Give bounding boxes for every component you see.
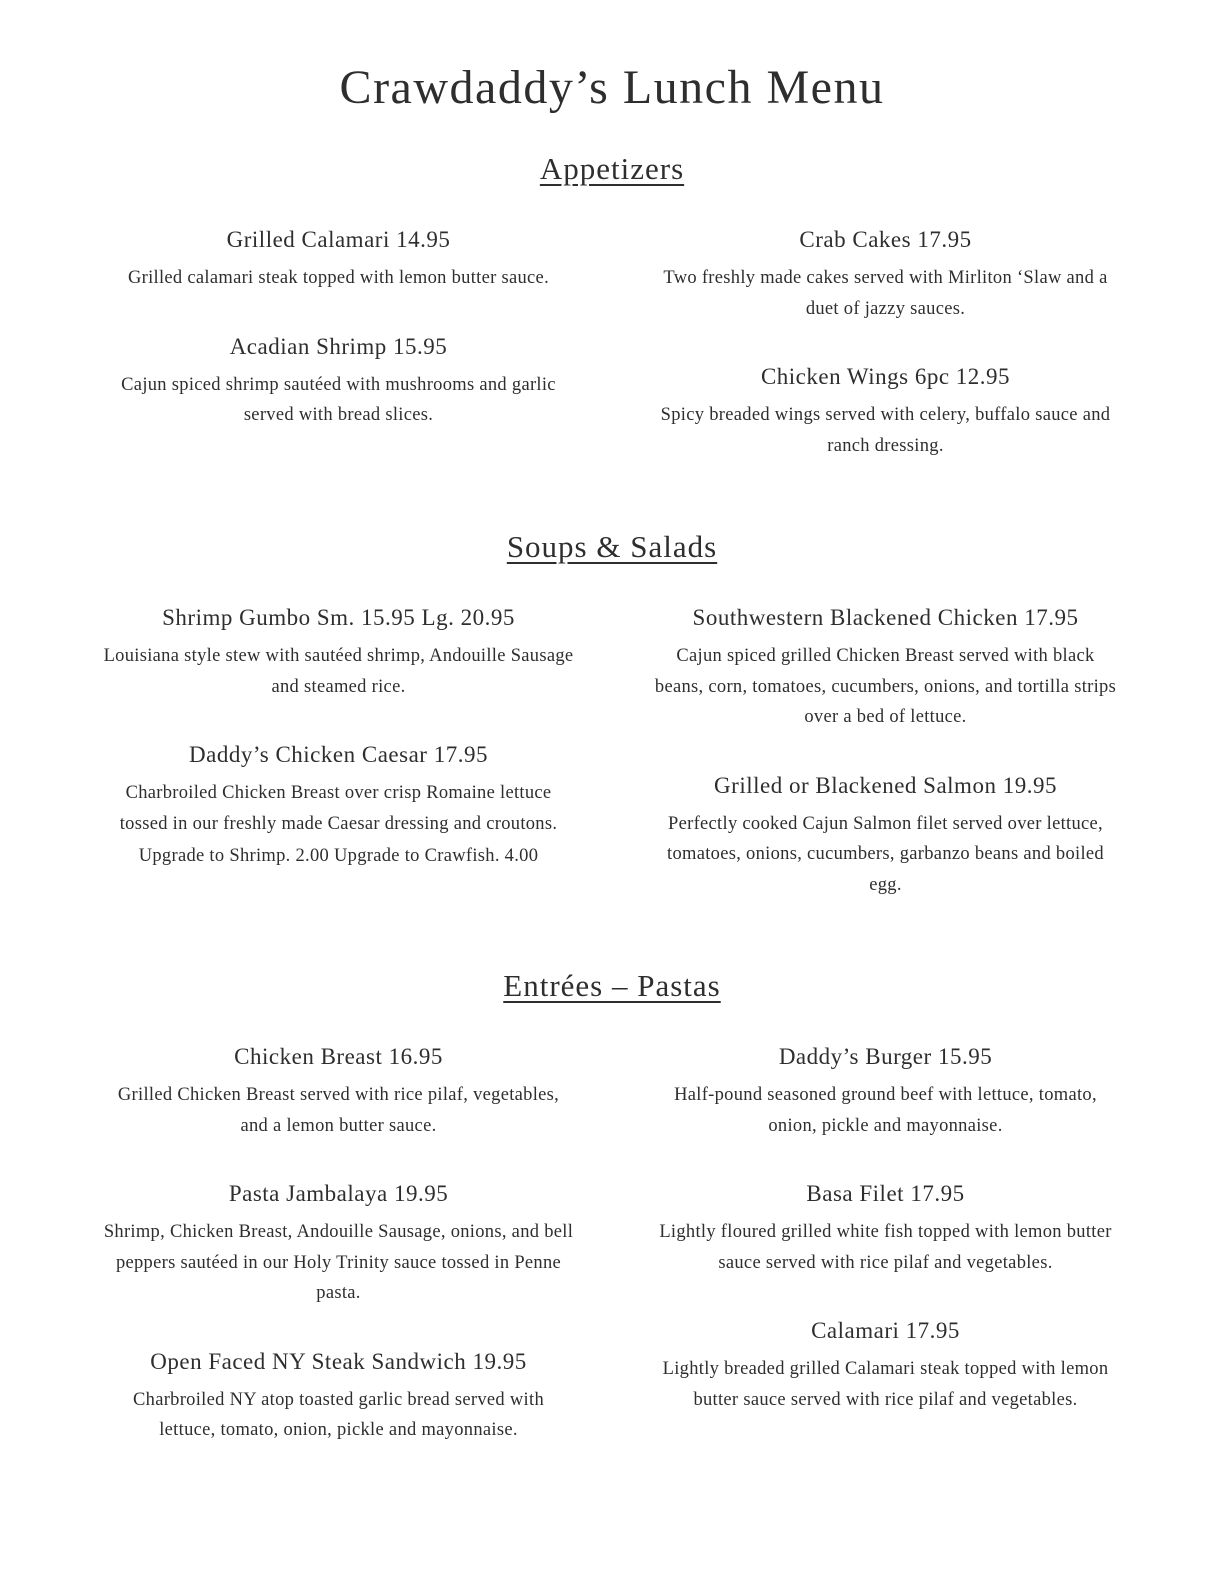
section-heading-text: Entrées – Pastas bbox=[503, 968, 721, 1004]
section-heading-text: Soups & Salads bbox=[506, 529, 718, 565]
menu-item-open-faced-ny-steak-sandwich bbox=[104, 1349, 574, 1446]
menu-item-chicken-wings bbox=[651, 364, 1121, 461]
item-description: Shrimp, Chicken Breast, Andouille Sausage, onions, and bell peppers sautéed in our Holy Trinity sauce tossed in Penne pasta. bbox=[103, 1222, 574, 1304]
item-name: Grilled or Blackened Salmon bbox=[714, 772, 997, 798]
item-title bbox=[104, 227, 574, 253]
item-price: 12.95 bbox=[955, 364, 1011, 390]
menu-item-chicken-breast bbox=[104, 1044, 574, 1141]
item-name: Grilled Calamari bbox=[226, 227, 390, 252]
section-soups-salads bbox=[100, 529, 1124, 940]
item-name: Chicken Breast bbox=[234, 1044, 383, 1070]
item-name: Basa Filet bbox=[806, 1181, 905, 1207]
item-title bbox=[651, 605, 1121, 631]
item-price: 15.95 bbox=[393, 333, 448, 359]
item-description: Grilled calamari steak topped with lemon butter sauce. bbox=[127, 268, 549, 288]
menu-item-grilled-blackened-salmon bbox=[651, 773, 1121, 901]
entrees-pastas-left-column bbox=[100, 1044, 577, 1486]
section-heading-appetizers bbox=[100, 151, 1124, 187]
item-price: 17.95 bbox=[433, 742, 488, 768]
item-price: 14.95 bbox=[396, 227, 451, 252]
soups-salads-right-column bbox=[647, 605, 1124, 940]
item-price: 19.95 bbox=[393, 1181, 449, 1207]
section-heading-text: Appetizers bbox=[539, 151, 685, 186]
menu-item-daddys-chicken-caesar bbox=[104, 742, 574, 872]
item-description: Lightly breaded grilled Calamari steak topped with lemon butter sauce served with rice pilaf and vegetables. bbox=[662, 1359, 1109, 1410]
item-description: Louisiana style stew with sautéed shrimp, Andouille Sausage and steamed rice. bbox=[103, 646, 574, 697]
appetizers-columns bbox=[100, 227, 1124, 501]
entrees-pastas-columns bbox=[100, 1044, 1124, 1486]
item-description: Two freshly made cakes served with Mirliton ‘Slaw and a duet of jazzy sauces. bbox=[663, 268, 1108, 319]
item-name: Pasta Jambalaya bbox=[228, 1181, 388, 1207]
item-price: 15.95 bbox=[937, 1044, 993, 1070]
soups-salads-columns bbox=[100, 605, 1124, 940]
item-description: Lightly floured grilled white fish topped with lemon butter sauce served with rice pilaf and vegetables. bbox=[659, 1222, 1112, 1273]
section-heading-entrees-pastas bbox=[100, 968, 1124, 1004]
item-price: 17.95 bbox=[910, 1181, 965, 1207]
item-price: 16.95 bbox=[388, 1044, 443, 1070]
item-description: Grilled Chicken Breast served with rice pilaf, vegetables, and a lemon butter sauce. bbox=[117, 1085, 560, 1136]
item-title bbox=[651, 773, 1121, 799]
item-name: Acadian Shrimp bbox=[229, 333, 387, 359]
menu-item-acadian-shrimp bbox=[104, 334, 574, 431]
item-name: Crab Cakes bbox=[799, 227, 912, 252]
item-name: Open Faced NY Steak Sandwich bbox=[150, 1348, 467, 1374]
item-name: Daddy’s Burger bbox=[778, 1044, 932, 1070]
section-heading-soups-salads bbox=[100, 529, 1124, 565]
item-price: 17.95 bbox=[917, 227, 972, 252]
item-title bbox=[104, 742, 574, 768]
menu-item-calamari bbox=[651, 1318, 1121, 1415]
item-description: Perfectly cooked Cajun Salmon filet served over lettuce, tomatoes, onions, cucumbers, garbanzo beans and boiled egg. bbox=[667, 813, 1104, 895]
item-description: Cajun spiced shrimp sautéed with mushrooms and garlic served with bread slices. bbox=[121, 374, 556, 426]
page-title: Crawdaddy’s Lunch Menu bbox=[339, 61, 885, 114]
item-description: Spicy breaded wings served with celery, buffalo sauce and ranch dressing. bbox=[660, 405, 1111, 456]
menu-item-pasta-jambalaya bbox=[104, 1181, 574, 1309]
item-title bbox=[651, 1044, 1121, 1070]
menu-item-daddys-burger bbox=[651, 1044, 1121, 1141]
item-description: Charbroiled Chicken Breast over crisp Romaine lettuce tossed in our freshly made Caesar dressing and croutons. bbox=[119, 783, 558, 834]
menu-item-grilled-calamari bbox=[104, 227, 574, 294]
item-title bbox=[104, 605, 574, 631]
item-name: Southwestern Blackened Chicken bbox=[692, 605, 1018, 631]
item-description: Charbroiled NY atop toasted garlic bread served with lettuce, tomato, onion, pickle and mayonnaise. bbox=[133, 1389, 544, 1441]
item-title bbox=[651, 1181, 1121, 1207]
soups-salads-left-column bbox=[100, 605, 577, 940]
item-title bbox=[104, 1181, 574, 1207]
item-name: Chicken Wings 6pc bbox=[760, 364, 950, 390]
item-price: Sm. 15.95 Lg. 20.95 bbox=[316, 605, 515, 631]
item-upgrade-note: Upgrade to Shrimp. 2.00 Upgrade to Crawfish. 4.00 bbox=[138, 846, 539, 867]
section-entrees-pastas bbox=[100, 968, 1124, 1486]
menu-item-southwestern-blackened-chicken bbox=[651, 605, 1121, 733]
menu-item-crab-cakes bbox=[651, 227, 1121, 324]
item-name: Shrimp Gumbo bbox=[162, 605, 311, 631]
item-name: Daddy’s Chicken Caesar bbox=[189, 742, 428, 768]
section-appetizers bbox=[100, 151, 1124, 501]
item-title bbox=[651, 227, 1121, 253]
item-title bbox=[651, 364, 1121, 390]
item-name: Calamari bbox=[811, 1318, 900, 1344]
item-price: 17.95 bbox=[905, 1318, 960, 1344]
item-price: 17.95 bbox=[1024, 605, 1079, 631]
item-description: Half-pound seasoned ground beef with lettuce, tomato, onion, pickle and mayonnaise. bbox=[674, 1085, 1097, 1136]
appetizers-left-column bbox=[100, 227, 577, 501]
menu-item-basa-filet bbox=[651, 1181, 1121, 1278]
item-price: 19.95 bbox=[1002, 772, 1057, 798]
appetizers-right-column bbox=[647, 227, 1124, 501]
item-title bbox=[651, 1318, 1121, 1344]
item-title bbox=[104, 334, 574, 360]
item-title bbox=[104, 1044, 574, 1070]
menu-item-shrimp-gumbo bbox=[104, 605, 574, 702]
item-description: Cajun spiced grilled Chicken Breast served with black beans, corn, tomatoes, cucumbers, onions, and tortilla strips over a bed of lettuce. bbox=[654, 646, 1117, 728]
item-price: 19.95 bbox=[472, 1348, 527, 1374]
entrees-pastas-right-column bbox=[647, 1044, 1124, 1486]
item-title bbox=[104, 1349, 574, 1375]
